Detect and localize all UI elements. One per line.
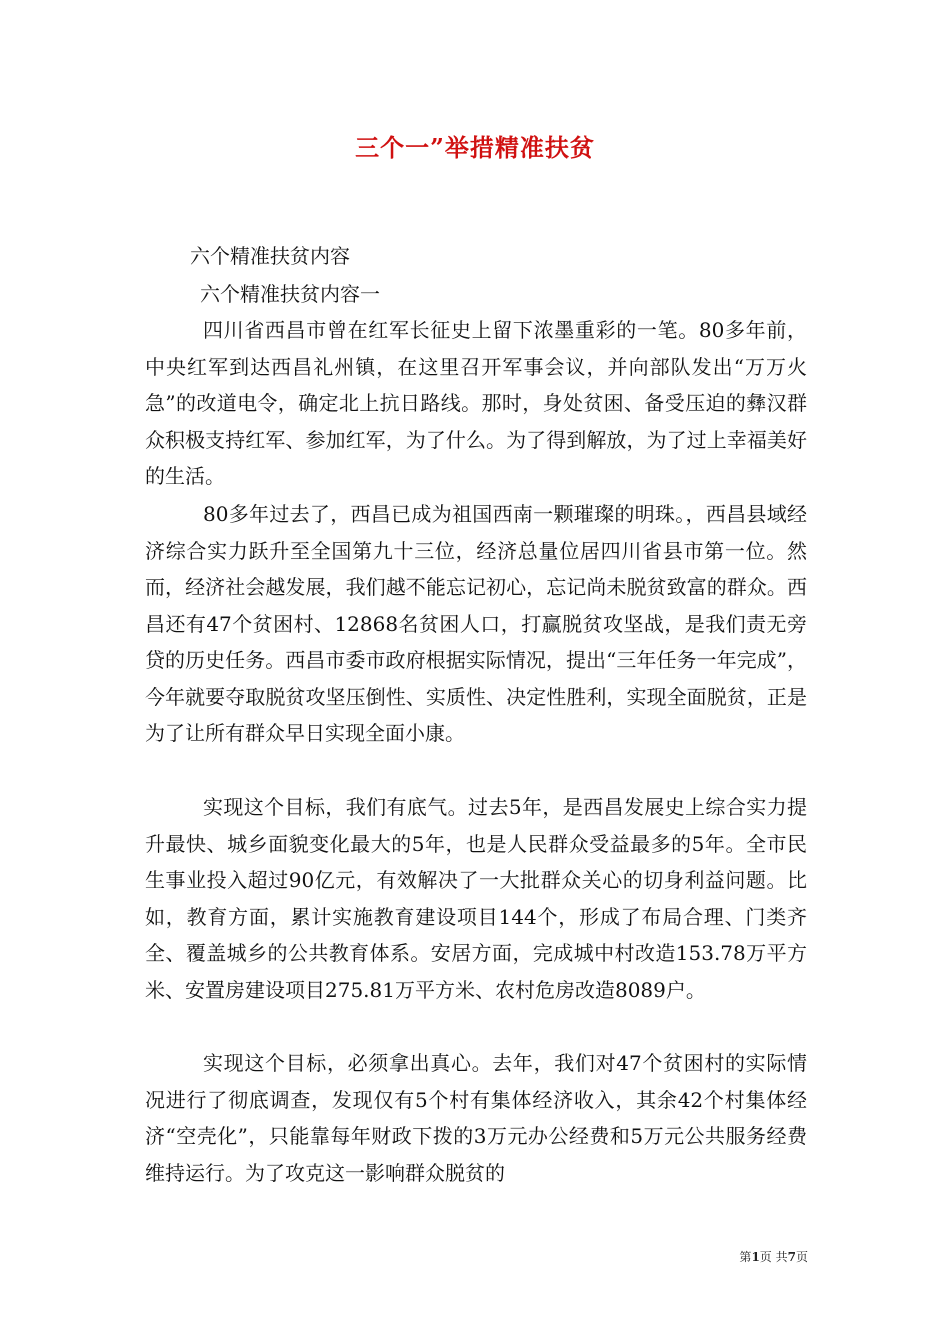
footer-total-pages: 7 (787, 1250, 796, 1264)
paragraph-1: 四川省西昌市曾在红军长征史上留下浓墨重彩的一笔。80多年前，中央红军到达西昌礼州镇，在这里召开军事会议，并向部队发出“万万火急”的改道电令，确定北上抗日路线。那时，身处贫困、备受压迫的彝汉群众积极支持红军、参加红军，为了什么。为了得到解放，为了过上幸福美好的生活。 (145, 318, 807, 488)
page-number-footer (690, 1248, 808, 1265)
paragraph-4: 实现这个目标，必须拿出真心。去年，我们对47个贫困村的实际情况进行了彻底调查，发现仅有5个村有集体经济收入，其余42个村集体经济“空壳化”，只能靠每年财政下拨的3万元办公经费和5万元公共服务经费维持运行。为了攻克这一影响群众脱贫的 (145, 1051, 807, 1185)
paragraph-3-block (145, 789, 807, 1008)
paragraph-2-block (145, 496, 807, 752)
document-title: 三个一”举措精准扶贫 (355, 133, 595, 162)
paragraph-3: 实现这个目标，我们有底气。过去5年，是西昌发展史上综合实力提升最快、城乡面貌变化最大的5年，也是人民群众受益最多的5年。全市民生事业投入超过90亿元，有效解决了一大批群众关心的切身利益问题。比如，教育方面，累计实施教育建设项目144个，形成了布局合理、门类齐全、覆盖城乡的公共教育体系。安居方面，完成城中村改造153.78万平方米、安置房建设项目275.81万平方米、农村危房改造8089户。 (145, 795, 807, 1002)
paragraph-2: 80多年过去了，西昌已成为祖国西南一颗璀璨的明珠。，西昌县域经济综合实力跃升至全国第九十三位，经济总量位居四川省县市第一位。然而，经济社会越发展，我们越不能忘记初心，忘记尚未脱贫致富的群众。西昌还有47个贫困村、12868名贫困人口，打赢脱贫攻坚战，是我们责无旁贷的历史任务。西昌市委市政府根据实际情况，提出“三年任务一年完成”，今年就要夺取脱贫攻坚压倒性、实质性、决定性胜利，实现全面脱贫，正是为了让所有群众早日实现全面小康。 (145, 502, 807, 745)
footer-suffix: 页 (795, 1250, 808, 1264)
paragraph-4-block (145, 1045, 807, 1191)
subheading-1: 六个精准扶贫内容 (190, 244, 350, 268)
subheading-2: 六个精准扶贫内容一 (200, 282, 380, 306)
footer-prefix: 第 (739, 1250, 752, 1264)
footer-middle: 页 共 (759, 1250, 788, 1264)
paragraph-1-block (145, 312, 807, 495)
footer-page-number: 1 (751, 1250, 760, 1264)
